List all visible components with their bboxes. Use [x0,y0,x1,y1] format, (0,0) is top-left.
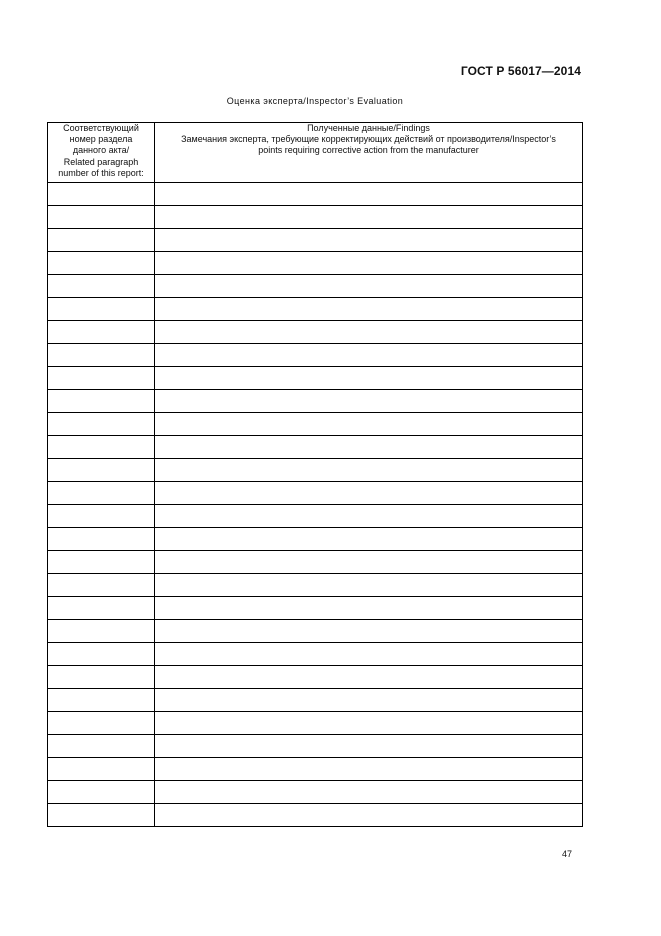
table-row [48,436,583,459]
table-row [48,528,583,551]
findings-cell[interactable] [155,206,583,229]
paragraph-number-cell[interactable] [48,436,155,459]
findings-cell[interactable] [155,482,583,505]
findings-cell[interactable] [155,551,583,574]
paragraph-number-cell[interactable] [48,183,155,206]
findings-cell[interactable] [155,390,583,413]
paragraph-number-cell[interactable] [48,344,155,367]
paragraph-number-cell[interactable] [48,781,155,804]
header-text-line: Полученные данные/Findings [307,123,430,133]
table-row [48,367,583,390]
paragraph-number-cell[interactable] [48,620,155,643]
table-row [48,275,583,298]
table-row [48,298,583,321]
header-text-line: данного акта/ [72,145,130,156]
findings-cell[interactable] [155,367,583,390]
findings-cell[interactable] [155,666,583,689]
paragraph-number-cell[interactable] [48,804,155,827]
table-row [48,206,583,229]
table-row [48,643,583,666]
findings-cell[interactable] [155,459,583,482]
table-row [48,413,583,436]
table-row [48,551,583,574]
findings-cell[interactable] [155,758,583,781]
findings-cell[interactable] [155,321,583,344]
header-text-line: Соответствующий [63,123,139,133]
table-row [48,735,583,758]
paragraph-number-cell[interactable] [48,597,155,620]
table-row [48,574,583,597]
table-row [48,597,583,620]
paragraph-number-cell[interactable] [48,735,155,758]
findings-cell[interactable] [155,735,583,758]
paragraph-number-cell[interactable] [48,321,155,344]
paragraph-number-cell[interactable] [48,758,155,781]
table-body [48,183,583,827]
paragraph-number-cell[interactable] [48,459,155,482]
header-text-line: Related paragraph [63,156,139,167]
findings-cell[interactable] [155,229,583,252]
paragraph-number-cell[interactable] [48,666,155,689]
table-header-row [48,123,583,183]
table-row [48,804,583,827]
findings-cell[interactable] [155,183,583,206]
paragraph-number-cell[interactable] [48,367,155,390]
header-text-line: points requiring corrective action from the manufacturer [258,145,479,156]
table-row [48,459,583,482]
table-row [48,252,583,275]
paragraph-number-cell[interactable] [48,275,155,298]
findings-cell[interactable] [155,597,583,620]
table-row [48,321,583,344]
findings-cell[interactable] [155,781,583,804]
findings-cell[interactable] [155,413,583,436]
document-standard-id: ГОСТ Р 56017—2014 [460,64,581,78]
findings-cell[interactable] [155,436,583,459]
paragraph-number-cell[interactable] [48,505,155,528]
paragraph-number-header [48,123,155,183]
paragraph-number-cell[interactable] [48,252,155,275]
paragraph-number-cell[interactable] [48,482,155,505]
paragraph-number-cell[interactable] [48,712,155,735]
paragraph-number-cell[interactable] [48,551,155,574]
section-title: Оценка эксперта/Inspector’s Evaluation [226,96,404,106]
paragraph-number-cell[interactable] [48,643,155,666]
table-row [48,390,583,413]
paragraph-number-cell[interactable] [48,574,155,597]
findings-cell[interactable] [155,528,583,551]
findings-cell[interactable] [155,505,583,528]
findings-header [155,123,583,183]
table-row [48,781,583,804]
paragraph-number-cell[interactable] [48,390,155,413]
paragraph-number-cell[interactable] [48,206,155,229]
table-row [48,344,583,367]
page-number: 47 [561,849,572,859]
findings-cell[interactable] [155,344,583,367]
findings-cell[interactable] [155,643,583,666]
evaluation-table [47,122,583,827]
header-text-line: номер раздела [69,134,133,145]
findings-cell[interactable] [155,804,583,827]
table-row [48,666,583,689]
findings-cell[interactable] [155,298,583,321]
table-row [48,689,583,712]
table-row [48,620,583,643]
table-row [48,482,583,505]
table-row [48,229,583,252]
header-text-line: Замечания эксперта, требующие корректирующих действий от производителя/Inspector’s [181,134,556,145]
table-row [48,505,583,528]
header-text-line: number of this report: [58,167,144,178]
table-row [48,712,583,735]
table-row [48,758,583,781]
findings-cell[interactable] [155,620,583,643]
paragraph-number-cell[interactable] [48,413,155,436]
findings-cell[interactable] [155,712,583,735]
paragraph-number-cell[interactable] [48,689,155,712]
findings-cell[interactable] [155,689,583,712]
findings-cell[interactable] [155,574,583,597]
findings-cell[interactable] [155,252,583,275]
paragraph-number-cell[interactable] [48,229,155,252]
table-row [48,183,583,206]
paragraph-number-cell[interactable] [48,528,155,551]
paragraph-number-cell[interactable] [48,298,155,321]
findings-cell[interactable] [155,275,583,298]
